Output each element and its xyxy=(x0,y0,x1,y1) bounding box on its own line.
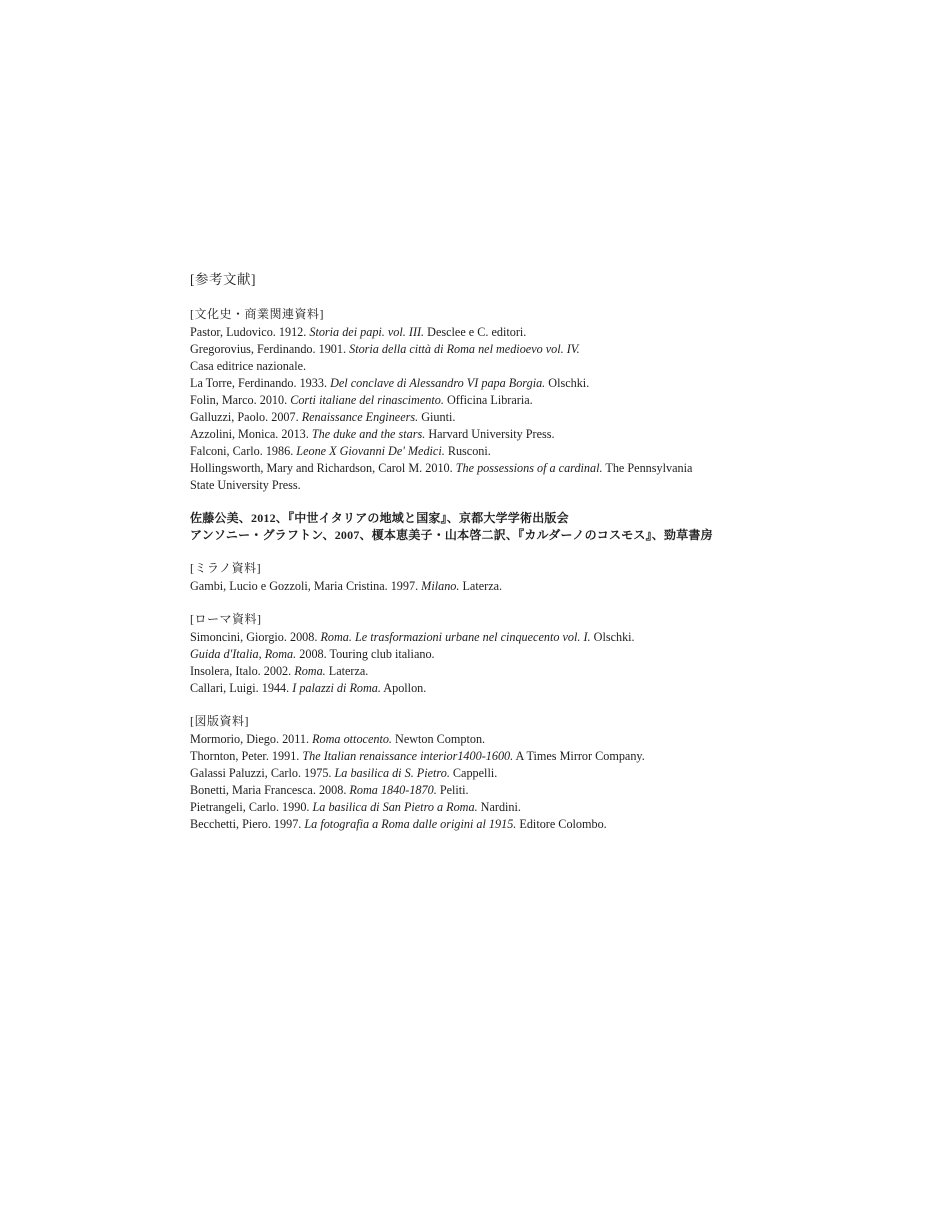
entry-title: Roma 1840-1870. xyxy=(349,783,437,797)
bibliography-entry xyxy=(190,578,900,595)
entry-title: I palazzi di Roma. xyxy=(292,681,381,695)
bibliography-section xyxy=(190,560,900,595)
bibliography-entry xyxy=(190,358,900,375)
entry-author-year: Bonetti, Maria Francesca. 2008. xyxy=(190,783,350,797)
bibliography-entry-japanese: アンソニー・グラフトン、2007、榎本恵美子・山本啓二訳、『カルダーノのコスモス』、勁草書房 xyxy=(190,528,713,542)
entry-author-year: Becchetti, Piero. 1997. xyxy=(190,817,305,831)
bibliography-entry xyxy=(190,782,900,799)
bibliography-heading: [参考文献] xyxy=(190,272,256,287)
entry-publisher: 2008. Touring club italiano. xyxy=(296,647,435,661)
entry-publisher: Cappelli. xyxy=(449,766,498,780)
entry-author-year: Pietrangeli, Carlo. 1990. xyxy=(190,800,313,814)
bibliography-section xyxy=(190,510,900,544)
bibliography-entry xyxy=(190,477,900,494)
bibliography-section xyxy=(190,611,900,697)
entry-title: Guida d'Italia, Roma. xyxy=(190,647,297,661)
entry-publisher: Nardini. xyxy=(477,800,521,814)
bibliography-entry xyxy=(190,629,900,646)
entry-title: Renaissance Engineers. xyxy=(301,410,419,424)
entry-title: Corti italiane del rinascimento. xyxy=(290,393,444,407)
entry-author-year: Thornton, Peter. 1991. xyxy=(190,749,303,763)
entry-author-year: Mormorio, Diego. 2011. xyxy=(190,732,313,746)
bibliography-entry-japanese: 佐藤公美、2012、『中世イタリアの地域と国家』、京都大学学術出版会 xyxy=(190,511,569,525)
entry-author-year: Simoncini, Giorgio. 2008. xyxy=(190,630,321,644)
entry-author-year: Casa editrice nazionale. xyxy=(190,359,307,373)
entry-author-year: Falconi, Carlo. 1986. xyxy=(190,444,297,458)
entry-title: Milano. xyxy=(421,579,460,593)
entry-author-year: Folin, Marco. 2010. xyxy=(190,393,291,407)
entry-title: The possessions of a cardinal. xyxy=(455,461,603,475)
entry-publisher: A Times Mirror Company. xyxy=(513,749,645,763)
entry-author-year: Azzolini, Monica. 2013. xyxy=(190,427,312,441)
entry-author-year: State University Press. xyxy=(190,478,301,492)
bibliography-entry xyxy=(190,341,900,358)
bibliography-section xyxy=(190,713,900,833)
entry-title: Storia della città di Roma nel medioevo vol. IV. xyxy=(349,342,580,356)
bibliography-section xyxy=(190,306,900,494)
entry-title: The Italian renaissance interior1400-1600. xyxy=(302,749,514,763)
bibliography-page xyxy=(190,270,900,849)
entry-publisher: Olschki. xyxy=(590,630,635,644)
bibliography-entry xyxy=(190,816,900,833)
entry-publisher: The Pennsylvania xyxy=(602,461,693,475)
bibliography-entry xyxy=(190,799,900,816)
entry-publisher: Peliti. xyxy=(436,783,469,797)
entry-author-year: Gregorovius, Ferdinando. 1901. xyxy=(190,342,350,356)
entry-author-year: Galluzzi, Paolo. 2007. xyxy=(190,410,302,424)
bibliography-entry xyxy=(190,324,900,341)
entry-publisher: Apollon. xyxy=(380,681,427,695)
entry-title: Del conclave di Alessandro VI papa Borgia. xyxy=(330,376,546,390)
entry-title: Roma. xyxy=(294,664,326,678)
entry-title: La fotografia a Roma dalle origini al 1915. xyxy=(304,817,517,831)
bibliography-entry xyxy=(190,646,900,663)
entry-publisher: Rusconi. xyxy=(444,444,491,458)
section-title: [文化史・商業関連資料] xyxy=(190,307,324,321)
bibliography-entry xyxy=(190,731,900,748)
entry-publisher: Laterza. xyxy=(459,579,503,593)
bibliography-entry xyxy=(190,680,900,697)
entry-publisher: Desclee e C. editori. xyxy=(424,325,527,339)
entry-author-year: Galassi Paluzzi, Carlo. 1975. xyxy=(190,766,335,780)
bibliography-entry xyxy=(190,443,900,460)
entry-title: La basilica di San Pietro a Roma. xyxy=(312,800,478,814)
entry-author-year: Hollingsworth, Mary and Richardson, Carol M. 2010. xyxy=(190,461,456,475)
entry-publisher: Giunti. xyxy=(418,410,456,424)
entry-publisher: Newton Compton. xyxy=(391,732,486,746)
bibliography-entry xyxy=(190,663,900,680)
entry-publisher: Editore Colombo. xyxy=(516,817,607,831)
entry-author-year: Gambi, Lucio e Gozzoli, Maria Cristina. 1997. xyxy=(190,579,422,593)
entry-publisher: Laterza. xyxy=(325,664,369,678)
bibliography-entry xyxy=(190,765,900,782)
entry-author-year: Pastor, Ludovico. 1912. xyxy=(190,325,310,339)
bibliography-entry xyxy=(190,426,900,443)
entry-title: Roma. Le trasformazioni urbane nel cinquecento vol. I. xyxy=(320,630,591,644)
bibliography-sections xyxy=(190,306,900,833)
entry-title: Roma ottocento. xyxy=(312,732,392,746)
section-title: [図版資料] xyxy=(190,714,249,728)
bibliography-entry xyxy=(190,409,900,426)
entry-author-year: La Torre, Ferdinando. 1933. xyxy=(190,376,331,390)
bibliography-entry xyxy=(190,460,900,477)
section-title: [ミラノ資料] xyxy=(190,561,262,575)
entry-title: The duke and the stars. xyxy=(311,427,426,441)
entry-publisher: Officina Libraria. xyxy=(443,393,533,407)
entry-title: Leone X Giovanni De' Medici. xyxy=(296,444,445,458)
bibliography-entry xyxy=(190,375,900,392)
entry-publisher: Olschki. xyxy=(545,376,590,390)
section-title: [ローマ資料] xyxy=(190,612,262,626)
entry-publisher: Harvard University Press. xyxy=(425,427,555,441)
entry-title: La basilica di S. Pietro. xyxy=(334,766,450,780)
entry-author-year: Insolera, Italo. 2002. xyxy=(190,664,295,678)
entry-author-year: Callari, Luigi. 1944. xyxy=(190,681,293,695)
bibliography-entry xyxy=(190,392,900,409)
entry-title: Storia dei papi. vol. III. xyxy=(309,325,425,339)
bibliography-entry xyxy=(190,748,900,765)
